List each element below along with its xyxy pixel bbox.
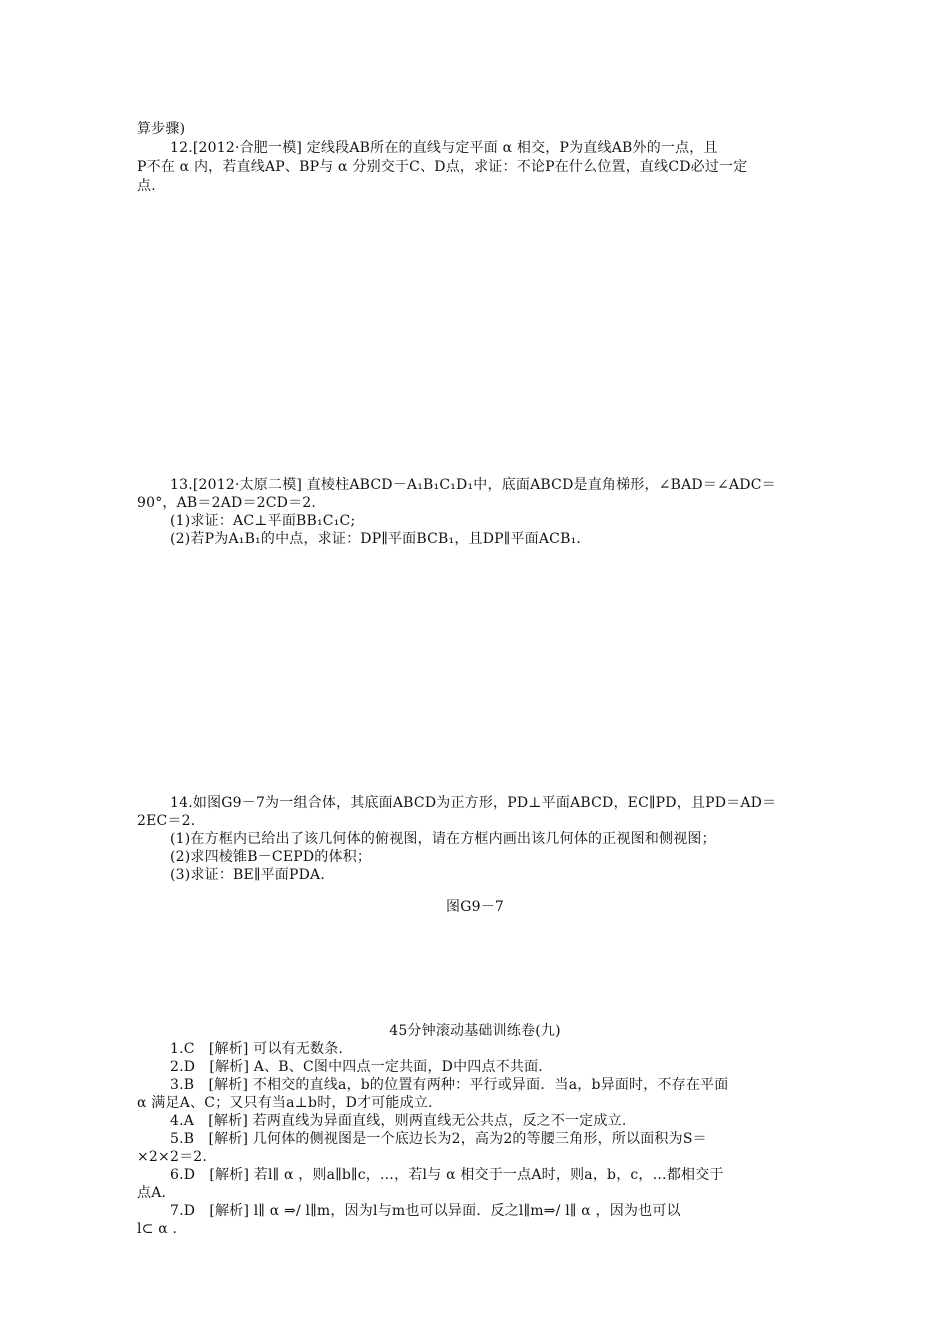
q12-line-2: P不在 α 内，若直线AP、BP与 α 分别交于C、D点，求证：不论P在什么位置，直线CD必过一定 [137,159,748,175]
answer-line-5: 5.B [解析] 几何体的侧视图是一个底边长为2，高为2的等腰三角形，所以面积为S＝ [170,1131,707,1147]
answer-line-3-cont: α 满足A、C；又只有当a⊥b时，D才可能成立. [137,1095,433,1111]
q13-line-2: 90°，AB＝2AD＝2CD＝2. [137,495,317,511]
answer-line-4: 4.A [解析] 若两直线为异面直线，则两直线无公共点，反之不一定成立. [170,1113,627,1129]
figure-caption: 图G9－7 [446,899,504,915]
q14-part-3: (3)求证：BE∥平面PDA. [170,867,326,883]
previous-question-tail: 算步骤) [137,121,186,137]
q14-part-2: (2)求四棱锥B－CEPD的体积； [170,849,372,865]
answer-line-1: 1.C [解析] 可以有无数条. [170,1041,344,1057]
q14-line-2: 2EC＝2. [137,813,196,829]
answer-line-3: 3.B [解析] 不相交的直线a，b的位置有两种：平行或异面．当a，b异面时，不存在平面 [170,1077,729,1093]
answer-line-7-cont: l⊂ α . [137,1221,178,1237]
q14-part-1: (1)在方框内已给出了该几何体的俯视图，请在方框内画出该几何体的正视图和侧视图； [170,831,716,847]
answer-line-5-cont: ×2×2＝2. [137,1149,208,1165]
q12-line-3: 点. [137,178,156,194]
answer-line-6: 6.D [解析] 若l∥ α ，则a∥b∥c，…，若l与 α 相交于一点A时，则a，b，c，…都相交于 [170,1167,724,1183]
q13-part-2: (2)若P为A₁B₁的中点，求证：DP∥平面BCB₁，且DP∥平面ACB₁. [170,531,582,547]
q13-part-1: (1)求证：AC⊥平面BB₁C₁C; [170,513,356,529]
answer-line-2: 2.D [解析] A、B、C图中四点一定共面，D中四点不共面. [170,1059,543,1075]
q12-line-1: 12.[2012·合肥一模] 定线段AB所在的直线与定平面 α 相交，P为直线AB外的一点，且 [170,140,718,156]
q14-line-1: 14.如图G9－7为一组合体，其底面ABCD为正方形，PD⊥平面ABCD，EC∥PD，且PD＝AD＝ [170,795,777,811]
q13-line-1: 13.[2012·太原二模] 直棱柱ABCD－A₁B₁C₁D₁中，底面ABCD是直角梯形，∠BAD＝∠ADC＝ [170,477,776,493]
answers-title: 45分钟滚动基础训练卷(九) [389,1023,561,1039]
answer-line-7: 7.D [解析] l∥ α ⇒/ l∥m，因为l与m也可以异面．反之l∥m⇒/ l∥ α ，因为也可以 [170,1203,681,1219]
answer-line-6-cont: 点A. [137,1185,167,1201]
